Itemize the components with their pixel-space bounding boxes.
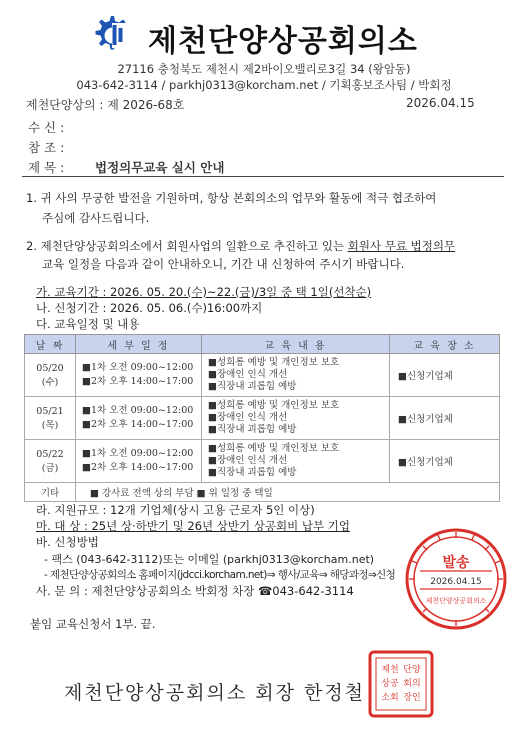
content-1: ■성희롱 예방 및 개인정보 보호 — [208, 357, 340, 368]
session-2: ■2차 오후 14:00~17:00 — [82, 462, 194, 473]
row-date-weekday: (목) — [41, 419, 59, 431]
content-1: ■성희롱 예방 및 개인정보 보호 — [208, 400, 340, 411]
svg-text:회의: 회의 — [403, 679, 421, 689]
paragraph-1-line-1: 1. 귀 사의 무궁한 발전을 기원하며, 항상 본회의소의 업무와 활동에 적극 협조하여 — [26, 191, 437, 205]
row-sessions — [76, 440, 202, 483]
row-date-day: 05/21 — [36, 405, 64, 417]
session-2: ■2차 오후 14:00~17:00 — [82, 376, 194, 387]
row-date-day: 05/22 — [36, 448, 64, 460]
stamp-date: 2026.04.15 — [430, 577, 482, 587]
org-address: 27116 충청북도 제천시 제2바이오밸리로3길 34 (왕암동) — [117, 62, 411, 76]
row-place: ■신청기업체 — [390, 354, 500, 397]
row-place: ■신청기업체 — [390, 440, 500, 483]
row-place: ■신청기업체 — [390, 397, 500, 440]
dispatch-stamp — [404, 527, 508, 631]
session-1: ■1차 오전 09:00~12:00 — [82, 405, 194, 416]
content-3: ■직장내 괴롭힘 예방 — [208, 467, 297, 478]
document-number: 제천단양상의 : 제 2026-68호 — [26, 98, 185, 112]
table-row — [25, 440, 500, 483]
content-2: ■장애인 인식 개선 — [208, 369, 288, 380]
content-1: ■성희롱 예방 및 개인정보 보호 — [208, 443, 340, 454]
subject-divider — [22, 176, 504, 177]
row-date — [25, 397, 76, 440]
svg-text:소회: 소회 — [381, 693, 399, 703]
attachment-line: 붙임 교육신청서 1부. 끝. — [30, 617, 156, 631]
paragraph-2-line-2: 교육 일정을 다음과 같이 안내하오니, 기간 내 신청하여 주시기 바랍니다. — [42, 257, 405, 271]
content-3: ■직장내 괴롭힘 예방 — [208, 381, 297, 392]
table-header-content: 교 육 내 용 — [202, 335, 390, 354]
item-application-period: 나. 신청기간 : 2026. 05. 06.(수)16:00까지 — [36, 301, 263, 315]
table-header-row — [25, 335, 500, 354]
row-content — [202, 440, 390, 483]
table-row — [25, 354, 500, 397]
paragraph-2-highlight: 회원사 무료 법정의무 — [347, 239, 456, 253]
row-date-weekday: (금) — [41, 462, 59, 474]
row-sessions — [76, 397, 202, 440]
svg-text:상공: 상공 — [381, 679, 399, 689]
document-date: 2026.04.15 — [406, 96, 475, 110]
subject-text: 법정의무교육 실시 안내 — [95, 160, 225, 175]
session-1: ■1차 오전 09:00~12:00 — [82, 362, 194, 373]
stamp-ring-text: 제천단양상공회의소 — [425, 597, 487, 605]
table-header-date: 날 짜 — [25, 335, 76, 354]
svg-text:단양: 단양 — [403, 665, 421, 675]
svg-text:장인: 장인 — [403, 693, 421, 703]
content-3: ■직장내 괴롭힘 예방 — [208, 424, 297, 435]
session-2: ■2차 오후 14:00~17:00 — [82, 419, 194, 430]
etc-text: ■ 강사료 전액 상의 부담 ■ 위 일정 중 택일 — [76, 483, 500, 502]
paragraph-1-line-2: 주심에 감사드립니다. — [42, 211, 150, 225]
item-schedule-heading: 다. 교육일정 및 내용 — [36, 317, 140, 331]
paragraph-2-line-1 — [26, 238, 455, 254]
svg-text:제천: 제천 — [381, 665, 399, 675]
table-row — [25, 397, 500, 440]
item-inquiry: 사. 문 의 : 제천단양상공회의소 박회정 차장 ☎043-642-3114 — [36, 584, 354, 598]
row-content — [202, 354, 390, 397]
row-date — [25, 440, 76, 483]
org-contact: 043-642-3114 / parkhj0313@korcham.net / 기획홍보조사팀 / 박회정 — [76, 78, 452, 92]
table-row-etc — [25, 483, 500, 502]
org-name-title: 제천단양상공회의소 — [148, 24, 418, 59]
subject-label: 제 목 : — [28, 160, 65, 175]
row-date-day: 05/20 — [36, 362, 64, 374]
content-2: ■장애인 인식 개선 — [208, 412, 288, 423]
item-application-method: 바. 신청방법 — [36, 535, 99, 549]
table-header-session: 세 부 일 정 — [76, 335, 202, 354]
stamp-label: 발송 — [442, 555, 470, 571]
etc-label: 기타 — [25, 483, 76, 502]
gear-logo-icon — [88, 13, 134, 57]
method-fax-email: - 팩스 (043-642-3112)또는 이메일 (parkhj0313@korcham.net) — [44, 553, 375, 566]
session-1: ■1차 오전 09:00~12:00 — [82, 448, 194, 459]
schedule-table — [24, 334, 500, 502]
item-education-period: 가. 교육기간 : 2026. 05. 20.(수)~22.(금)/3일 중 택 1일(선착순) — [36, 285, 372, 299]
table-header-place: 교 육 장 소 — [390, 335, 500, 354]
row-sessions — [76, 354, 202, 397]
official-seal — [368, 650, 434, 718]
signature-line: 제천단양상공회의소 회장 한정철 — [64, 682, 366, 704]
method-homepage: - 제천단양상공회의소 홈페이지(jdcci.korcham.net)⇒ 행사/교육⇒ 해당과정⇒신청 — [44, 569, 396, 581]
item-target: 마. 대 상 : 25년 상·하반기 및 26년 상반기 상공회비 납부 기업 — [36, 519, 350, 533]
row-date — [25, 354, 76, 397]
row-date-weekday: (수) — [41, 376, 59, 388]
item-support-scale: 라. 지원규모 : 12개 기업체(상시 고용 근로자 5인 이상) — [36, 503, 315, 517]
row-content — [202, 397, 390, 440]
reference-label: 참 조 : — [28, 140, 65, 155]
paragraph-2-text: 2. 제천단양상공회의소에서 회원사업의 일환으로 추진하고 있는 — [26, 239, 348, 253]
recipient-label: 수 신 : — [28, 120, 65, 135]
content-2: ■장애인 인식 개선 — [208, 455, 288, 466]
